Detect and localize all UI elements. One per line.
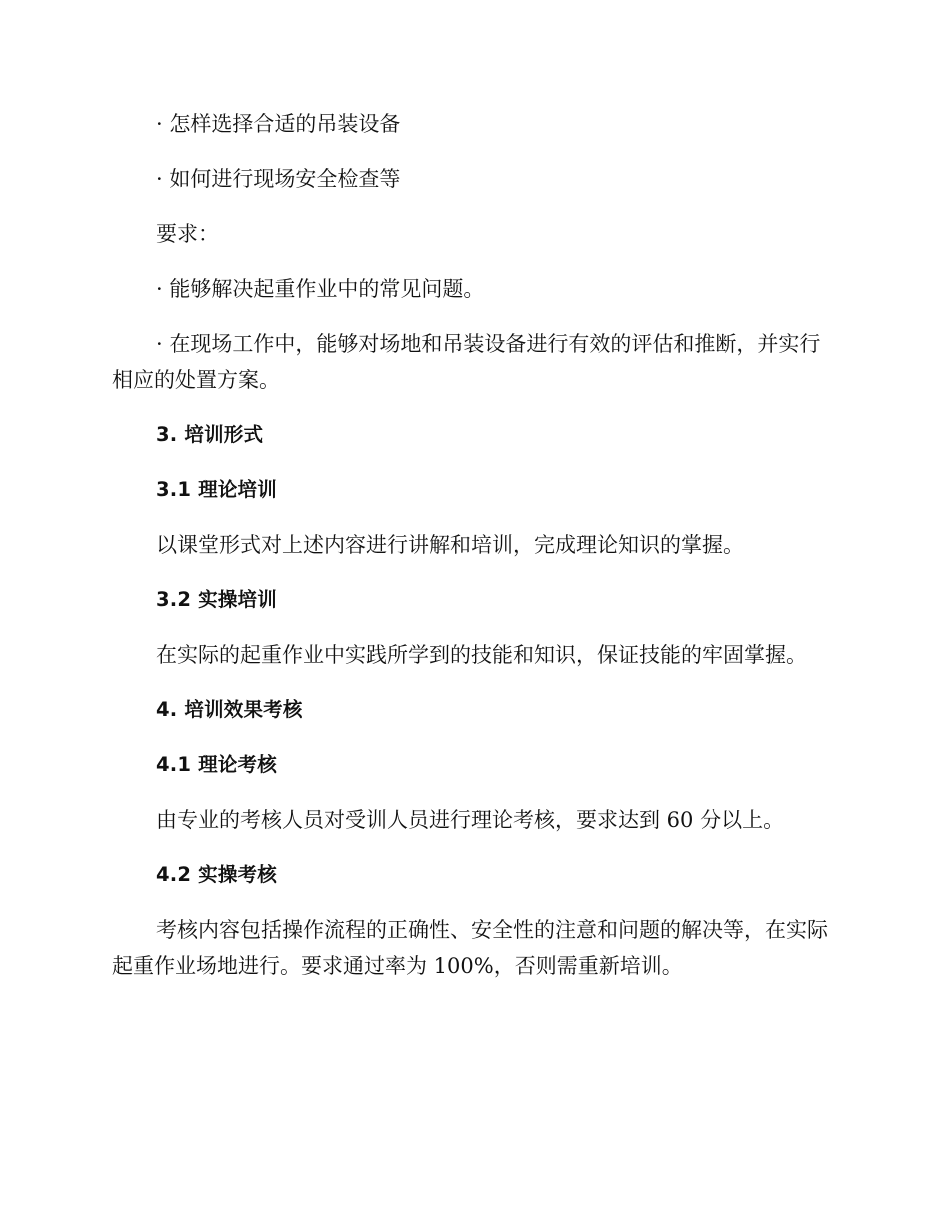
paragraph: 在实际的起重作业中实践所学到的技能和知识，保证技能的牢固掌握。: [156, 643, 807, 667]
section-heading: 4. 培训效果考核: [156, 698, 303, 721]
subsection-heading: 3.1 理论培训: [156, 478, 277, 501]
bullet-item: · 在现场工作中，能够对场地和吊装设备进行有效的评估和推断，并实行相应的处置方案。: [112, 332, 821, 392]
bullet-item: · 如何进行现场安全检查等: [156, 167, 401, 191]
subsection-heading: 4.1 理论考核: [156, 753, 277, 776]
subsection-heading: 4.2 实操考核: [156, 863, 277, 886]
paragraph: 考核内容包括操作流程的正确性、安全性的注意和问题的解决等，在实际起重作业场地进行。要求通过率为 100%，否则需重新培训。: [112, 918, 828, 978]
bullet-item: · 怎样选择合适的吊装设备: [156, 112, 401, 136]
requirements-label: 要求：: [156, 222, 219, 246]
paragraph: 由专业的考核人员对受训人员进行理论考核，要求达到 60 分以上。: [156, 808, 785, 832]
subsection-heading: 3.2 实操培训: [156, 588, 277, 611]
bullet-item: · 能够解决起重作业中的常见问题。: [156, 277, 485, 301]
section-heading: 3. 培训形式: [156, 423, 264, 446]
paragraph: 以课堂形式对上述内容进行讲解和培训，完成理论知识的掌握。: [156, 533, 744, 557]
document-body: [112, 106, 832, 1003]
